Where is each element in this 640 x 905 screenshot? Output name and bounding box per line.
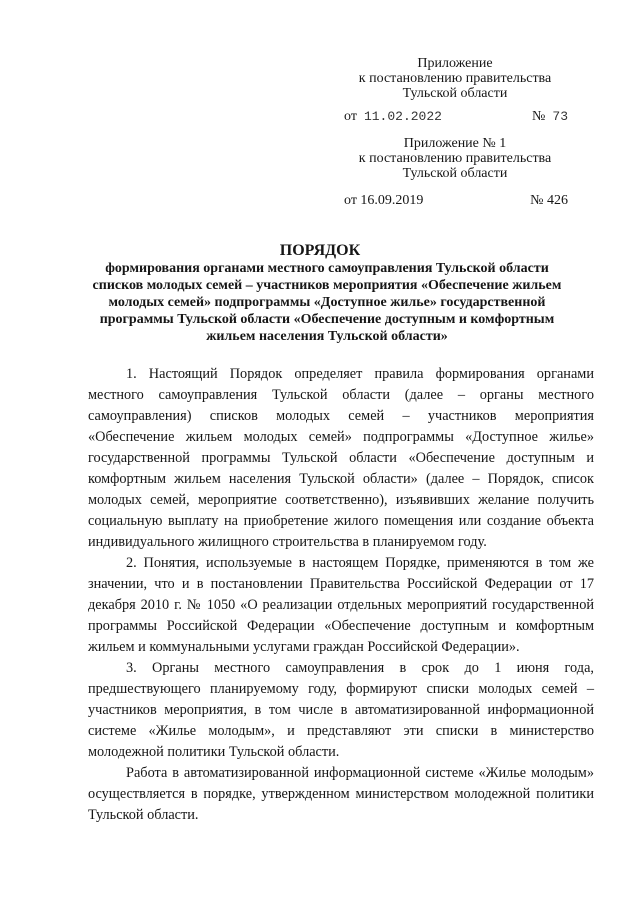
number-prefix: № bbox=[532, 109, 546, 124]
annex1-resolution-ref: к постановлению правительства bbox=[358, 151, 552, 166]
paragraph-2: 2. Понятия, используемые в настоящем Порядке, применяются в том же значении, что и в постановлении Правительства Российской Федерации от 17 декабря 2010 г. № 1050 «О реализации отдельных мероприятий государственной программы Российской Федерации «Обеспечение доступным и комфортным жильем и коммунальными услугами граждан Российской Федерации». bbox=[88, 555, 594, 655]
resolution-date: 11.02.2022 bbox=[363, 109, 442, 124]
document-body bbox=[88, 364, 594, 826]
annex-date-line bbox=[344, 109, 568, 125]
annex-label: Приложение bbox=[417, 56, 493, 71]
original-number: № 426 bbox=[530, 193, 568, 208]
paragraph-4: Работа в автоматизированной информационной системе «Жилье молодым» осуществляется в порядке, утвержденном министерством молодежной политики Тульской области. bbox=[88, 765, 594, 823]
annex1-label: Приложение № 1 bbox=[403, 136, 507, 151]
annex1-header bbox=[330, 136, 580, 181]
paragraph-1: 1. Настоящий Порядок определяет правила формирования органами местного самоуправления Тульской области (далее – органы местного самоуправления) списков молодых семей – участников мероприятия «Обеспечение жильем молодых семей» подпрограммы «Доступное жилье» государственной программы Тульской области «Обеспечение доступным и комфортным жильем населения Тульской области» (далее – Порядок, список молодых семей, мероприятие соответственно), изъявивших желание получить социальную выплату на приобретение жилого помещения или создание объекта индивидуального жилищного строительства в планируемом году. bbox=[88, 366, 594, 550]
annex-header bbox=[330, 56, 580, 101]
date-prefix: от bbox=[344, 109, 357, 124]
original-date: от 16.09.2019 bbox=[344, 193, 424, 208]
document-title: ПОРЯДОК bbox=[279, 242, 361, 259]
number-group bbox=[532, 109, 568, 125]
resolution-number: 73 bbox=[552, 109, 568, 124]
annex-resolution-ref: к постановлению правительства bbox=[358, 71, 552, 86]
annex1-region: Тульской области bbox=[402, 166, 508, 181]
annex1-date-line bbox=[344, 193, 568, 209]
document-subtitle: формирования органами местного самоуправления Тульской области списков молодых семей – участников мероприятия «Обеспечение жильем молодых семей» подпрограммы «Доступное жилье» государственной программы Тульской области «Обеспечение доступным и комфортным жильем населения Тульской области» bbox=[92, 261, 562, 344]
annex-region: Тульской области bbox=[402, 86, 508, 101]
paragraph-3: 3. Органы местного самоуправления в срок до 1 июня года, предшествующего планируемому году, формируют списки молодых семей – участников мероприятия, в том числе в автоматизированной информационной системе «Жилье молодым», и представляют эти списки в министерство молодежной политики Тульской области. bbox=[88, 660, 594, 760]
